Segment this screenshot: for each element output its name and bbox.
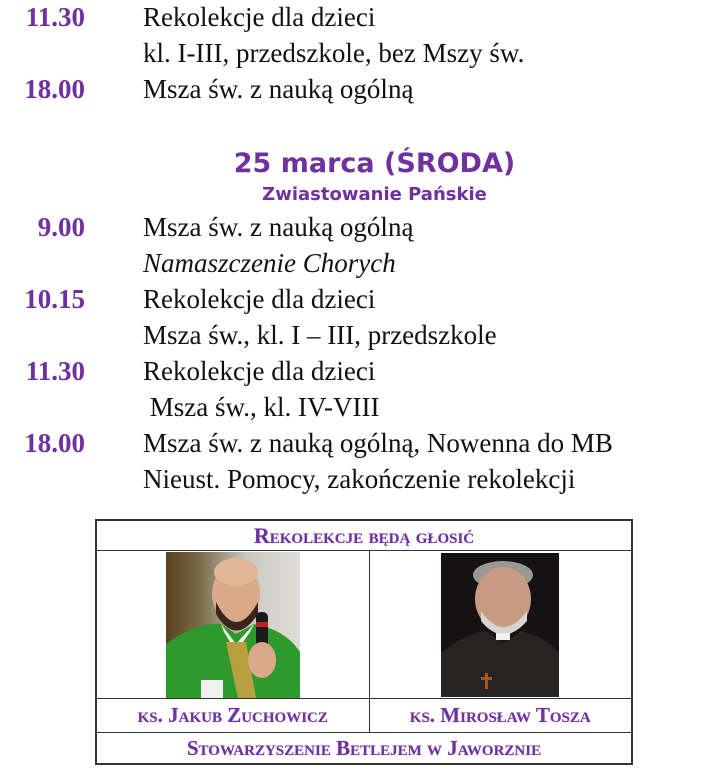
time-label: 11.30 xyxy=(25,356,85,386)
preacher-name-cell xyxy=(96,699,369,733)
schedule-text: Msza św. z nauką ogólną xyxy=(143,212,414,242)
day-subtitle: Zwiastowanie Pańskie xyxy=(262,184,487,205)
organization-name: Stowarzyszenie Betlejem w Jaworznie xyxy=(186,735,542,760)
priest-green-vestment-microphone-photo xyxy=(166,552,300,698)
time-label: 18.00 xyxy=(24,74,85,104)
preacher-name: ks. Mirosław Tosza xyxy=(409,703,591,727)
schedule-text: Msza św., kl. I – III, przedszkole xyxy=(143,320,497,350)
organization-cell xyxy=(96,733,632,765)
schedule-text: Msza św. z nauką ogólną xyxy=(143,74,414,104)
preacher-name-cell xyxy=(369,699,632,733)
schedule-text: Nieust. Pomocy, zakończenie rekolekcji xyxy=(143,464,576,494)
photo-cell xyxy=(369,551,632,699)
preacher-photo-tosza xyxy=(441,553,559,697)
schedule-text: Msza św. z nauką ogólną, Nowenna do MB xyxy=(143,428,613,458)
preachers-header: Rekolekcje będą głosić xyxy=(253,522,475,548)
time-label: 18.00 xyxy=(24,428,85,458)
preachers-header-cell xyxy=(96,520,632,551)
preacher-photo-zuchowicz xyxy=(166,552,300,698)
time-label: 9.00 xyxy=(37,212,85,242)
schedule-text: Msza św., kl. IV-VIII xyxy=(143,392,380,422)
preacher-name: ks. Jakub Zuchowicz xyxy=(137,703,328,727)
time-label: 11.30 xyxy=(25,2,85,32)
time-label: 10.15 xyxy=(24,284,85,314)
preachers-table xyxy=(95,519,633,765)
schedule-text: Rekolekcje dla dzieci xyxy=(143,284,376,314)
schedule-text: Namaszczenie Chorych xyxy=(143,248,396,278)
schedule-text: Rekolekcje dla dzieci xyxy=(143,356,376,386)
schedule-text: kl. I-III, przedszkole, bez Mszy św. xyxy=(143,38,525,68)
schedule-text: Rekolekcje dla dzieci xyxy=(143,2,376,32)
day-title: 25 marca (ŚRODA) xyxy=(233,148,516,179)
priest-black-clerical-shirt-photo xyxy=(441,553,559,697)
photo-cell xyxy=(96,551,369,699)
